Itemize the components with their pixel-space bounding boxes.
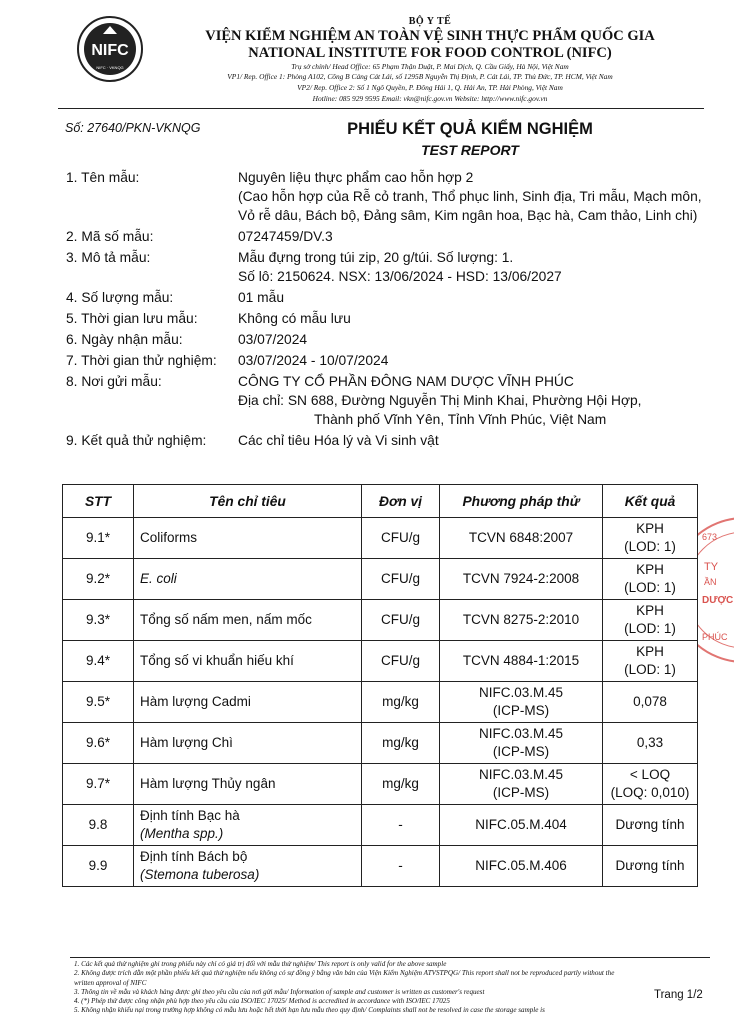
method-value: TCVN 8275-2:2010	[462, 612, 580, 627]
cell-result	[603, 641, 698, 682]
result-value: Dương tính	[615, 817, 685, 832]
stt-value: 9.3*	[85, 612, 111, 627]
stt-value: 9.5*	[85, 694, 111, 709]
cell-name	[134, 559, 362, 600]
results-table	[62, 484, 698, 887]
rep-office-1-address: VP1/ Rep. Office 1: Phòng A102, Công B Cảng Cát Lái, số 1295B Nguyễn Thị Định, P. Cát Lái, TP. Thủ Đức, TP. HCM, Việt Nam	[227, 72, 613, 81]
footer-notes	[74, 960, 634, 1016]
seal-text-3: ẦN	[704, 577, 717, 587]
header-unit: Đơn vị	[362, 485, 440, 518]
sample-info	[66, 168, 706, 450]
cell-method	[440, 723, 603, 764]
method-technique: (ICP-MS)	[492, 785, 550, 800]
table-row	[63, 764, 698, 805]
table-row	[63, 641, 698, 682]
sample-name-label: 1. Tên mẫu:	[66, 170, 140, 185]
head-office-address: Trụ sở chính/ Head Office: 65 Phạm Thận Duật, P. Mai Dịch, Q. Cầu Giấy, Hà Nội, Việt Nam	[291, 62, 569, 71]
cell-unit	[362, 600, 440, 641]
cell-method	[440, 846, 603, 887]
cell-name	[134, 600, 362, 641]
footer-divider	[70, 957, 710, 958]
cell-unit	[362, 518, 440, 559]
report-title-en: TEST REPORT	[421, 142, 519, 158]
stt-value: 9.6*	[85, 735, 111, 750]
cell-name	[134, 764, 362, 805]
unit-value: CFU/g	[380, 653, 420, 668]
seal-text-5: PHÚC	[702, 632, 728, 642]
cell-result	[603, 764, 698, 805]
cell-unit	[362, 805, 440, 846]
cell-stt	[63, 805, 134, 846]
parameter-name: Định tính Bách bộ	[140, 849, 248, 864]
cell-result	[603, 723, 698, 764]
method-value: TCVN 4884-1:2015	[462, 653, 580, 668]
method-technique: (ICP-MS)	[492, 703, 550, 718]
cell-result	[603, 682, 698, 723]
result-limit: (LOD: 1)	[624, 580, 676, 595]
method-value: NIFC.03.M.45	[478, 767, 564, 782]
seal-text-1: 673	[702, 532, 718, 542]
cell-stt	[63, 682, 134, 723]
footer-note-4: 4. (*) Phép thử được công nhận phù hợp theo yêu cầu của ISO/IEC 17025/ Method is accredited in accordance with ISO/IEC 17025	[74, 997, 450, 1006]
cell-stt	[63, 600, 134, 641]
method-technique: (ICP-MS)	[492, 744, 550, 759]
method-value: NIFC.05.M.404	[475, 817, 567, 832]
cell-unit	[362, 682, 440, 723]
result-value: KPH	[636, 603, 664, 618]
cell-name	[134, 846, 362, 887]
storage: Không có mẫu lưu	[238, 311, 351, 326]
method-value: NIFC.05.M.406	[475, 858, 567, 873]
sample-code: 07247459/DV.3	[238, 229, 333, 244]
footer-note-1: 1. Các kết quả thử nghiệm ghi trong phiếu này chỉ có giá trị đối với mẫu thử nghiệm/ This report is only valid for the above sample	[74, 960, 447, 968]
table-row	[63, 682, 698, 723]
cell-method	[440, 764, 603, 805]
sender-company: CÔNG TY CỔ PHẦN ĐÔNG NAM DƯỢC VĨNH PHÚC	[238, 374, 574, 389]
description-label: 3. Mô tả mẫu:	[66, 250, 151, 265]
cell-result	[603, 805, 698, 846]
unit-value: -	[398, 817, 403, 832]
stt-value: 9.2*	[85, 571, 111, 586]
ministry-name: BỘ Y TẾ	[408, 16, 452, 27]
parameter-name: E. coli	[140, 571, 177, 586]
footer-note-5: 5. Không nhận khiếu nại trong trường hợp không có mẫu lưu hoặc hết thời hạn lưu mẫu theo quy định/ Complaints shall not be resolved in case the storage sample is	[74, 1006, 545, 1015]
cell-method	[440, 682, 603, 723]
parameter-name: Định tính Bạc hà	[140, 808, 240, 823]
result-value: 0,078	[633, 694, 667, 709]
table-row	[63, 723, 698, 764]
result-summary: Các chỉ tiêu Hóa lý và Vi sinh vật	[238, 433, 439, 448]
cell-method	[440, 641, 603, 682]
cell-name	[134, 723, 362, 764]
header-name: Tên chỉ tiêu	[134, 485, 362, 518]
test-period-label: 7. Thời gian thử nghiệm:	[66, 353, 217, 368]
cell-stt	[63, 723, 134, 764]
report-number: Số: 27640/PKN-VKNQG	[65, 121, 201, 135]
header-stt: STT	[63, 485, 134, 518]
parameter-name: Coliforms	[140, 530, 198, 545]
table-row	[63, 518, 698, 559]
cell-result	[603, 559, 698, 600]
company-seal-stamp	[698, 510, 734, 670]
quantity: 01 mẫu	[238, 290, 285, 305]
page-number: Trang 1/2	[654, 989, 703, 1001]
description-line-2: Số lô: 2150624. NSX: 13/06/2024 - HSD: 13/06/2027	[238, 269, 562, 284]
parameter-name: Hàm lượng Chì	[140, 735, 233, 750]
method-value: TCVN 6848:2007	[468, 530, 574, 545]
sample-code-label: 2. Mã số mẫu:	[66, 229, 154, 244]
cell-method	[440, 600, 603, 641]
table-row	[63, 805, 698, 846]
cell-method	[440, 559, 603, 600]
sender-label: 8. Nơi gửi mẫu:	[66, 374, 162, 389]
logo-text: NIFC	[91, 42, 129, 59]
result-limit: (LOD: 1)	[624, 662, 676, 677]
header-method: Phương pháp thử	[440, 485, 603, 518]
stt-value: 9.8	[88, 817, 108, 832]
unit-value: CFU/g	[380, 530, 420, 545]
logo-subtext: NIFC · VKNQG	[96, 65, 124, 70]
description-line-1: Mẫu đựng trong túi zip, 20 g/túi. Số lượng: 1.	[238, 250, 514, 265]
quantity-label: 4. Số lượng mẫu:	[66, 290, 174, 305]
cell-stt	[63, 846, 134, 887]
unit-value: mg/kg	[382, 735, 419, 750]
cell-name	[134, 805, 362, 846]
cell-result	[603, 518, 698, 559]
cell-name	[134, 518, 362, 559]
method-value: NIFC.03.M.45	[478, 726, 564, 741]
cell-method	[440, 518, 603, 559]
sample-composition: (Cao hỗn hợp của Rễ cỏ tranh, Thổ phục linh, Sinh địa, Tri mẫu, Mạch môn, Vỏ rễ dâu, Bách bộ, Đảng sâm, Kim ngân hoa, Bạc hà, Cam thảo, Linh chi)	[238, 189, 702, 223]
cell-stt	[63, 764, 134, 805]
report-title-vn: PHIẾU KẾT QUẢ KIỂM NGHIỆM	[347, 120, 593, 138]
result-limit: (LOQ: 0,010)	[610, 785, 690, 800]
parameter-name: Hàm lượng Cadmi	[140, 694, 251, 709]
parameter-name: Tổng số vi khuẩn hiếu khí	[140, 653, 294, 668]
table-header-row	[63, 485, 698, 518]
cell-stt	[63, 641, 134, 682]
cell-unit	[362, 846, 440, 887]
sender-address-1: Địa chỉ: SN 688, Đường Nguyễn Thị Minh Khai, Phường Hội Hợp,	[238, 393, 642, 408]
stt-value: 9.1*	[85, 530, 111, 545]
test-period: 03/07/2024 - 10/07/2024	[238, 353, 389, 368]
result-label: 9. Kết quả thử nghiệm:	[66, 433, 207, 448]
unit-value: CFU/g	[380, 612, 420, 627]
cell-stt	[63, 518, 134, 559]
table-row	[63, 846, 698, 887]
storage-label: 5. Thời gian lưu mẫu:	[66, 311, 198, 326]
header-result: Kết quả	[603, 485, 698, 518]
result-value: KPH	[636, 644, 664, 659]
table-row	[63, 559, 698, 600]
sample-name: Nguyên liệu thực phẩm cao hỗn hợp 2	[238, 170, 474, 185]
received-date-label: 6. Ngày nhận mẫu:	[66, 332, 183, 347]
result-value: Dương tính	[615, 858, 685, 873]
footer-note-2: 2. Không được trích dẫn một phần phiếu kết quả thử nghiệm nếu không có sự đồng ý bằng văn bản của Viện Kiểm Nghiệm ATVSTPQG/ This report shall not be reproduced partly without the written approval of NIFC	[74, 969, 615, 987]
received-date: 03/07/2024	[238, 332, 308, 347]
header-divider	[58, 108, 704, 109]
result-value: 0,33	[636, 735, 664, 750]
rep-office-2-address: VP2/ Rep. Office 2: Số 1 Ngô Quyền, P. Đông Hải 1, Q. Hải An, TP. Hải Phòng, Việt Nam	[297, 83, 563, 92]
cell-unit	[362, 641, 440, 682]
parameter-latin-name: (Stemona tuberosa)	[140, 867, 260, 882]
parameter-latin-name: (Mentha spp.)	[140, 826, 224, 841]
seal-text-4: DƯỢC	[702, 595, 734, 606]
cell-name	[134, 641, 362, 682]
result-value: KPH	[636, 521, 664, 536]
method-value: NIFC.03.M.45	[478, 685, 564, 700]
stt-value: 9.4*	[85, 653, 111, 668]
seal-text-2: TY	[704, 561, 719, 573]
unit-value: mg/kg	[382, 776, 419, 791]
result-limit: (LOD: 1)	[624, 621, 676, 636]
institute-name-en: NATIONAL INSTITUTE FOR FOOD CONTROL (NIFC)	[248, 45, 612, 61]
result-value: < LOQ	[629, 767, 671, 782]
unit-value: CFU/g	[380, 571, 420, 586]
cell-name	[134, 682, 362, 723]
result-limit: (LOD: 1)	[624, 539, 676, 554]
cell-method	[440, 805, 603, 846]
stt-value: 9.7*	[85, 776, 111, 791]
stt-value: 9.9	[88, 858, 108, 873]
contact-line: Hotline: 085 929 9595 Email: vkn@nifc.gov.vn Website: http://www.nifc.gov.vn	[312, 94, 548, 103]
cell-result	[603, 846, 698, 887]
cell-stt	[63, 559, 134, 600]
result-value: KPH	[636, 562, 664, 577]
cell-result	[603, 600, 698, 641]
unit-value: mg/kg	[382, 694, 419, 709]
cell-unit	[362, 559, 440, 600]
report-title	[320, 120, 620, 158]
parameter-name: Hàm lượng Thủy ngân	[140, 776, 276, 791]
nifc-logo	[70, 14, 150, 84]
sender-address-2: Thành phố Vĩnh Yên, Tỉnh Vĩnh Phúc, Việt Nam	[314, 412, 607, 427]
footer-note-3: 3. Thông tin về mẫu và khách hàng được ghi theo yêu cầu của nơi gửi mẫu/ Information of sample and customer is written as customer's request	[74, 987, 485, 996]
institute-name-vn: VIỆN KIỂM NGHIỆM AN TOÀN VỆ SINH THỰC PHẨM QUỐC GIA	[205, 28, 655, 44]
method-value: TCVN 7924-2:2008	[462, 571, 580, 586]
parameter-name: Tổng số nấm men, nấm mốc	[140, 612, 312, 627]
cell-unit	[362, 764, 440, 805]
cell-unit	[362, 723, 440, 764]
table-row	[63, 600, 698, 641]
unit-value: -	[398, 858, 403, 873]
